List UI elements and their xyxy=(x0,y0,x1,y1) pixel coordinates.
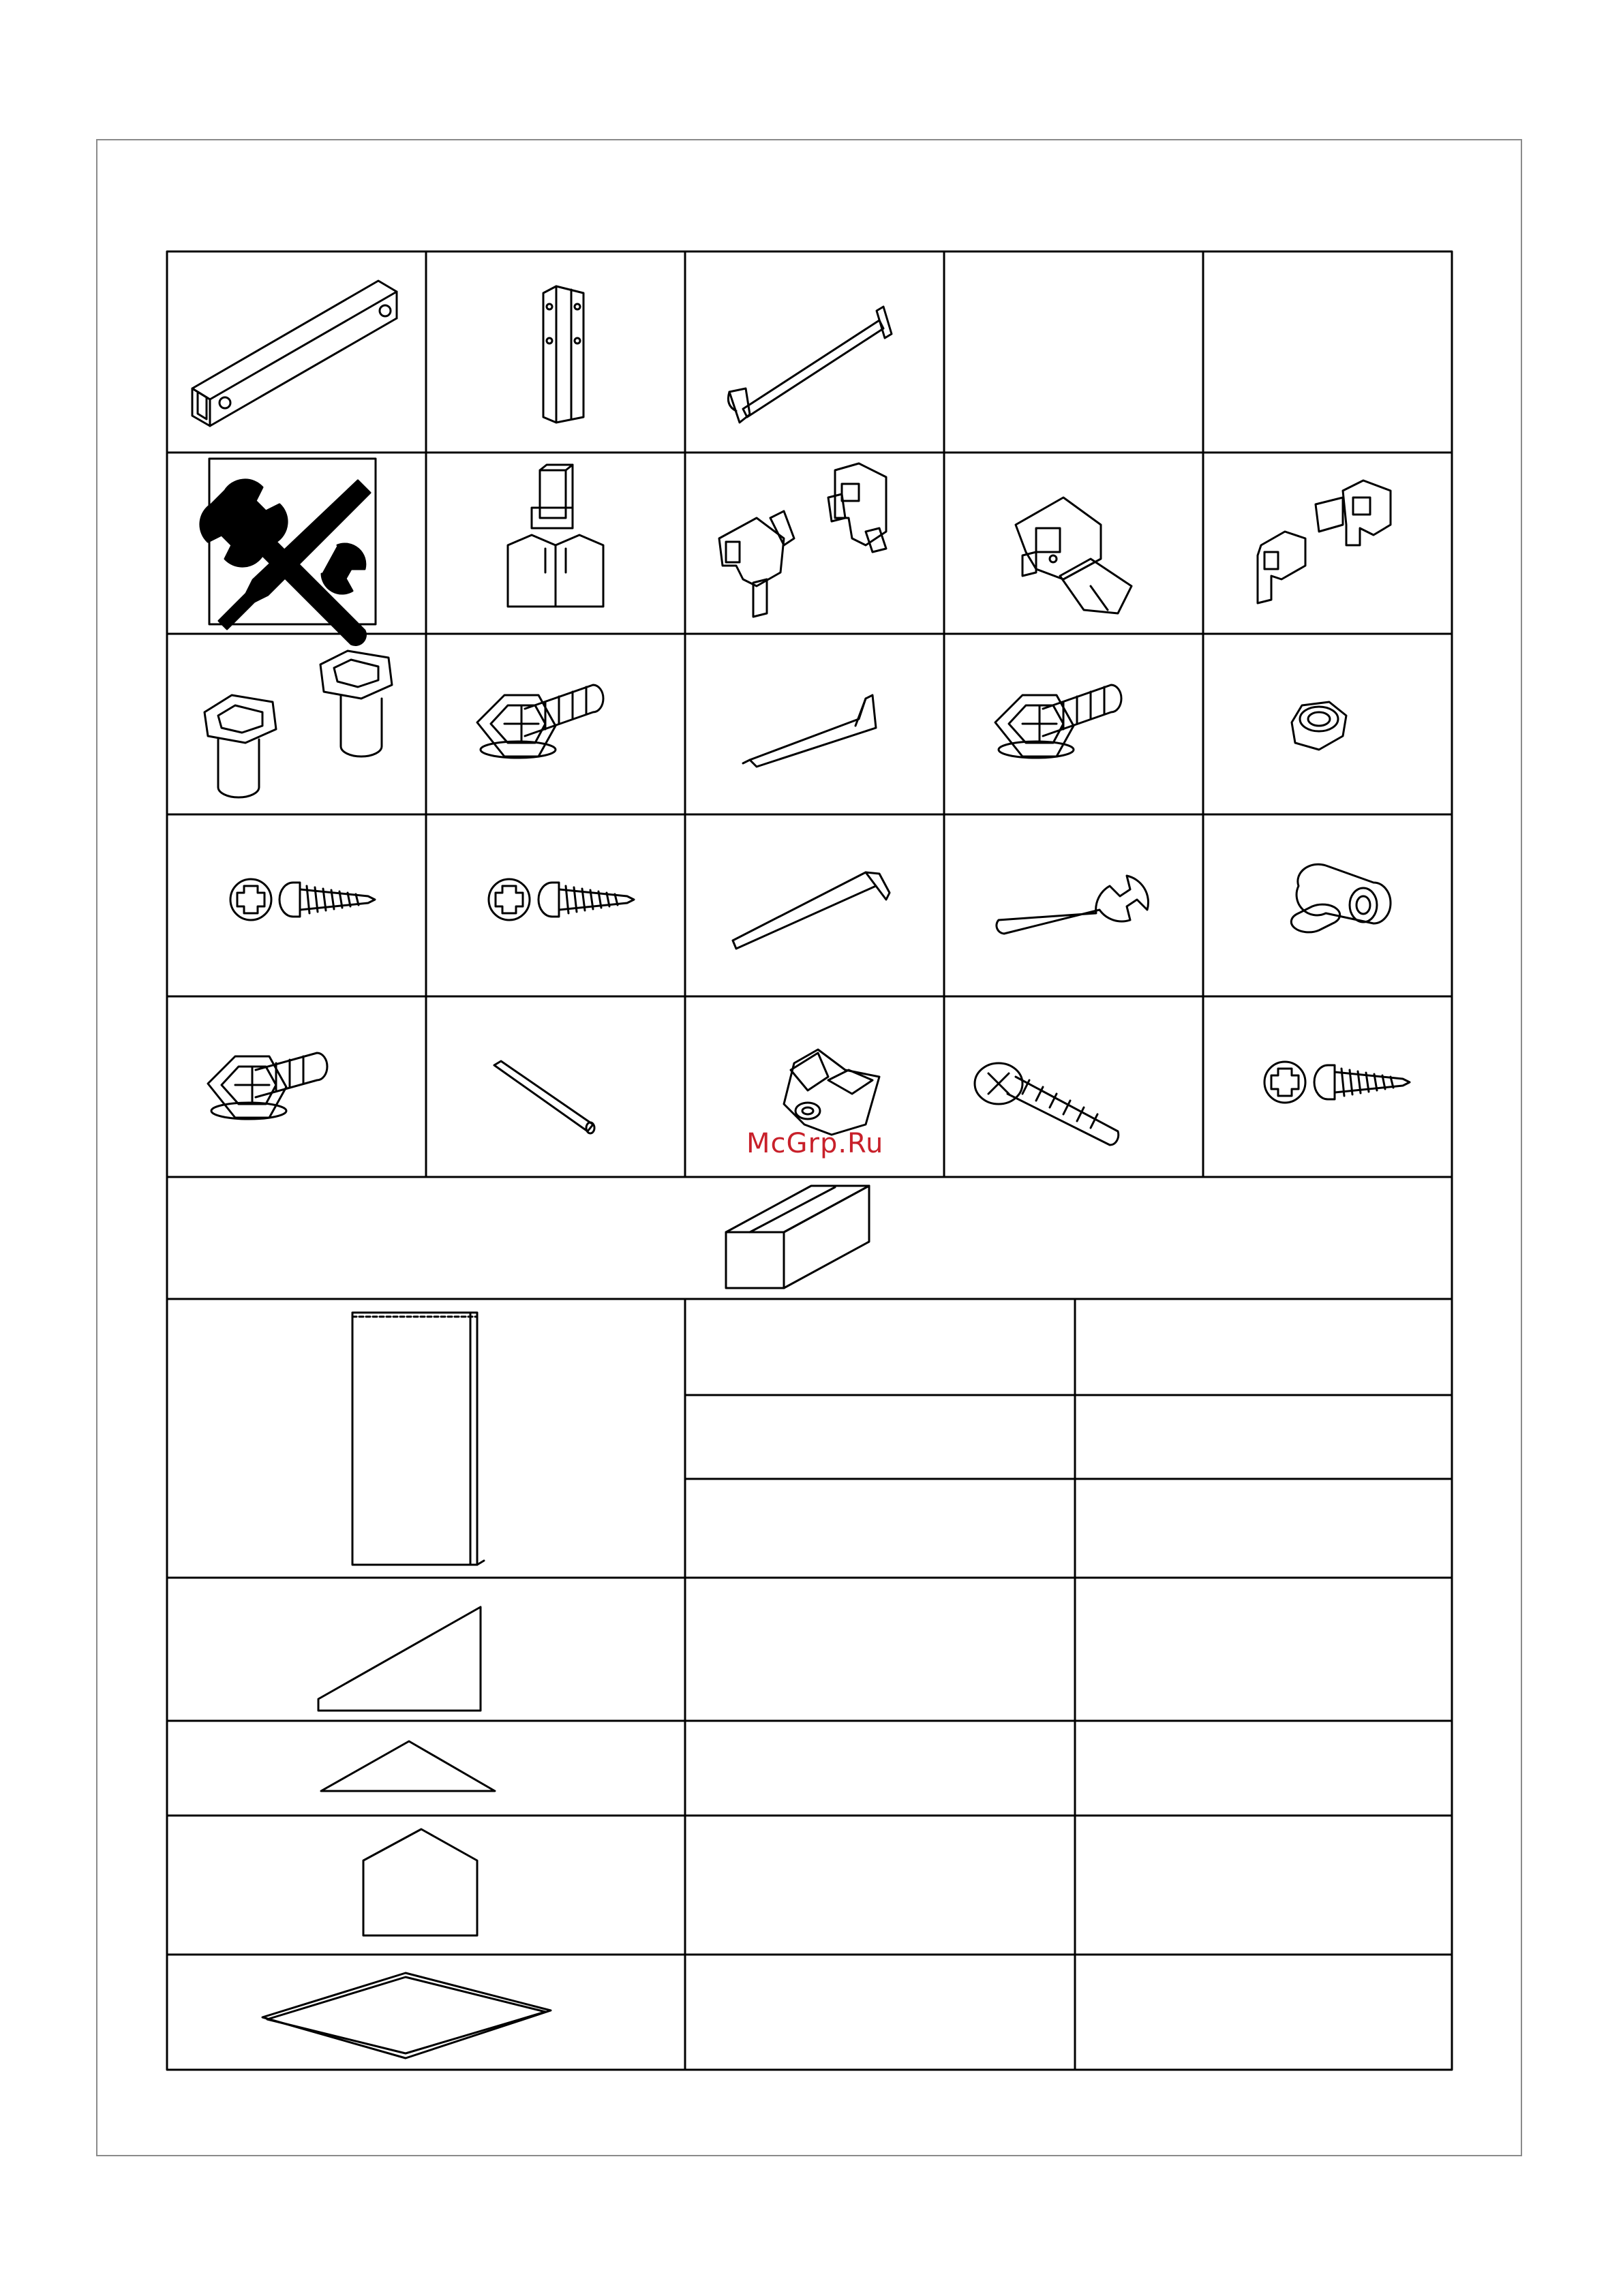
triangle-gusset-icon xyxy=(318,1607,481,1711)
angled-connector-icon xyxy=(1016,498,1132,613)
hex-bolt-icon xyxy=(208,1053,327,1119)
lock-nut-icon xyxy=(1292,702,1346,750)
clip-bracket-icon xyxy=(784,1050,879,1135)
tube-icon xyxy=(192,281,397,426)
panel-icon xyxy=(352,1313,484,1565)
watermark: McGrp.Ru xyxy=(746,1128,884,1159)
cross-coupling-icon xyxy=(1291,864,1391,932)
angle-profile-icon xyxy=(543,286,583,423)
tapping-screw-icon xyxy=(230,879,375,920)
diamond-sheet-icon xyxy=(262,1973,551,2058)
square-connector-icon xyxy=(508,465,603,607)
hook-rod-icon xyxy=(728,307,892,423)
hex-bolt-icon xyxy=(995,685,1121,758)
table-grid xyxy=(167,251,1452,2070)
end-connector-pair-icon xyxy=(1258,480,1391,603)
machine-screw-icon xyxy=(975,1063,1119,1145)
tapping-screw-icon xyxy=(1264,1062,1410,1103)
open-spanner-icon xyxy=(997,876,1149,934)
corner-connector-pair-icon xyxy=(719,463,886,617)
cap-pair-icon xyxy=(204,651,392,797)
pin-rod-icon xyxy=(494,1061,594,1133)
tools-icon xyxy=(200,459,376,645)
triangle-cap-icon xyxy=(321,1741,495,1791)
allen-key-icon xyxy=(743,695,876,767)
pentagon-plate-icon xyxy=(363,1829,477,1935)
hex-bolt-icon xyxy=(477,685,603,758)
tapping-screw-icon xyxy=(489,879,634,920)
hex-key-long-icon xyxy=(733,872,890,949)
wood-block-icon xyxy=(726,1186,869,1288)
